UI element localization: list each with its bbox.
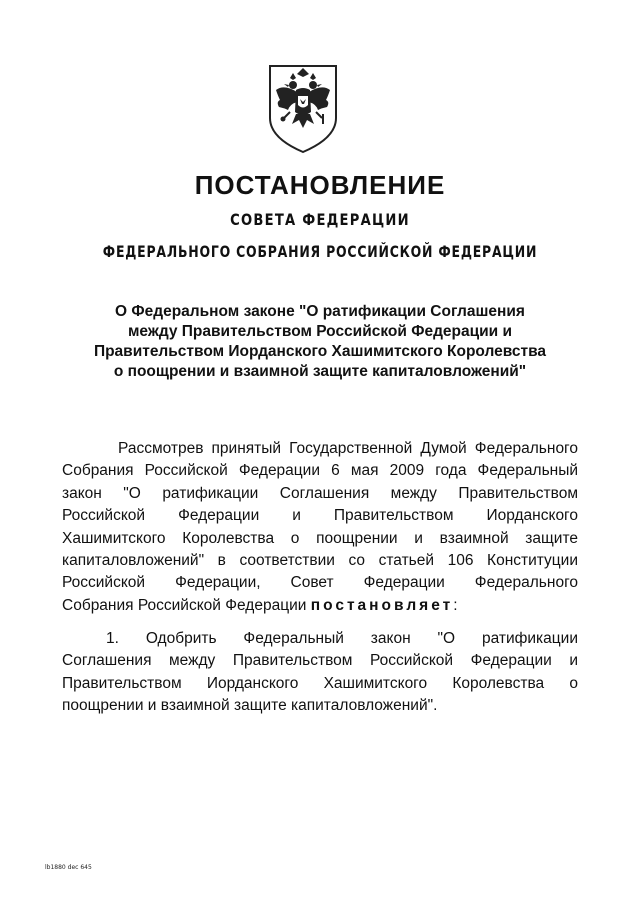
document-subtitle-council: СОВЕТА ФЕДЕРАЦИИ [230,210,410,229]
paragraph-line: Российской Федерации, Совет Федерации Федерального [62,574,578,592]
paragraph-line: поощрении и взаимной защите капиталовложений". [62,697,438,715]
paragraph-line: Соглашения между Правительством Российской Федерации и [62,652,578,670]
law-title-line: о поощрении и взаимной защите капиталовложений" [113,363,527,380]
law-title-line: О Федеральном законе "О ратификации Соглашения [115,303,525,320]
preamble-paragraph [62,438,578,617]
paragraph-line: капиталовложений" в соответствии со статьей 106 Конституции [62,551,578,569]
decision-word: постановляет [310,596,454,614]
paragraph-last-line [62,595,578,617]
document-subtitle-assembly: ФЕДЕРАЛЬНОГО СОБРАНИЯ РОССИЙСКОЙ ФЕДЕРАЦИИ [102,242,538,261]
law-title-line: между Правительством Российской Федерации и [127,323,513,340]
resolution-item-1 [62,628,578,718]
document-footer-code: lb1880 dec 645 [45,864,92,871]
paragraph-line-text: Собрания Российской Федерации [62,596,307,614]
law-title-line: Правительством Иорданского Хашимитского Королевства [93,343,547,360]
coat-of-arms-emblem [266,62,340,154]
paragraph-line: Собрания Российской Федерации 6 мая 2009 года Федеральный [62,462,578,480]
paragraph-line: Рассмотрев принятый Государственной Думой Федерального [118,440,578,457]
paragraph-line: Хашимитского Королевства о поощрении и взаимной защите [62,529,578,547]
paragraph-line: закон "О ратификации Соглашения между Правительством [62,484,578,502]
law-title [60,302,580,382]
paragraph-line: Российской Федерации и Правительством Иорданского [62,507,578,525]
paragraph-line: Правительством Иорданского Хашимитского Королевства о [62,674,578,692]
document-title: ПОСТАНОВЛЕНИЕ [194,170,446,200]
decision-punctuation: : [453,596,458,614]
coat-of-arms-icon [266,62,340,154]
paragraph-line: 1. Одобрить Федеральный закон "О ратификации [106,630,578,647]
